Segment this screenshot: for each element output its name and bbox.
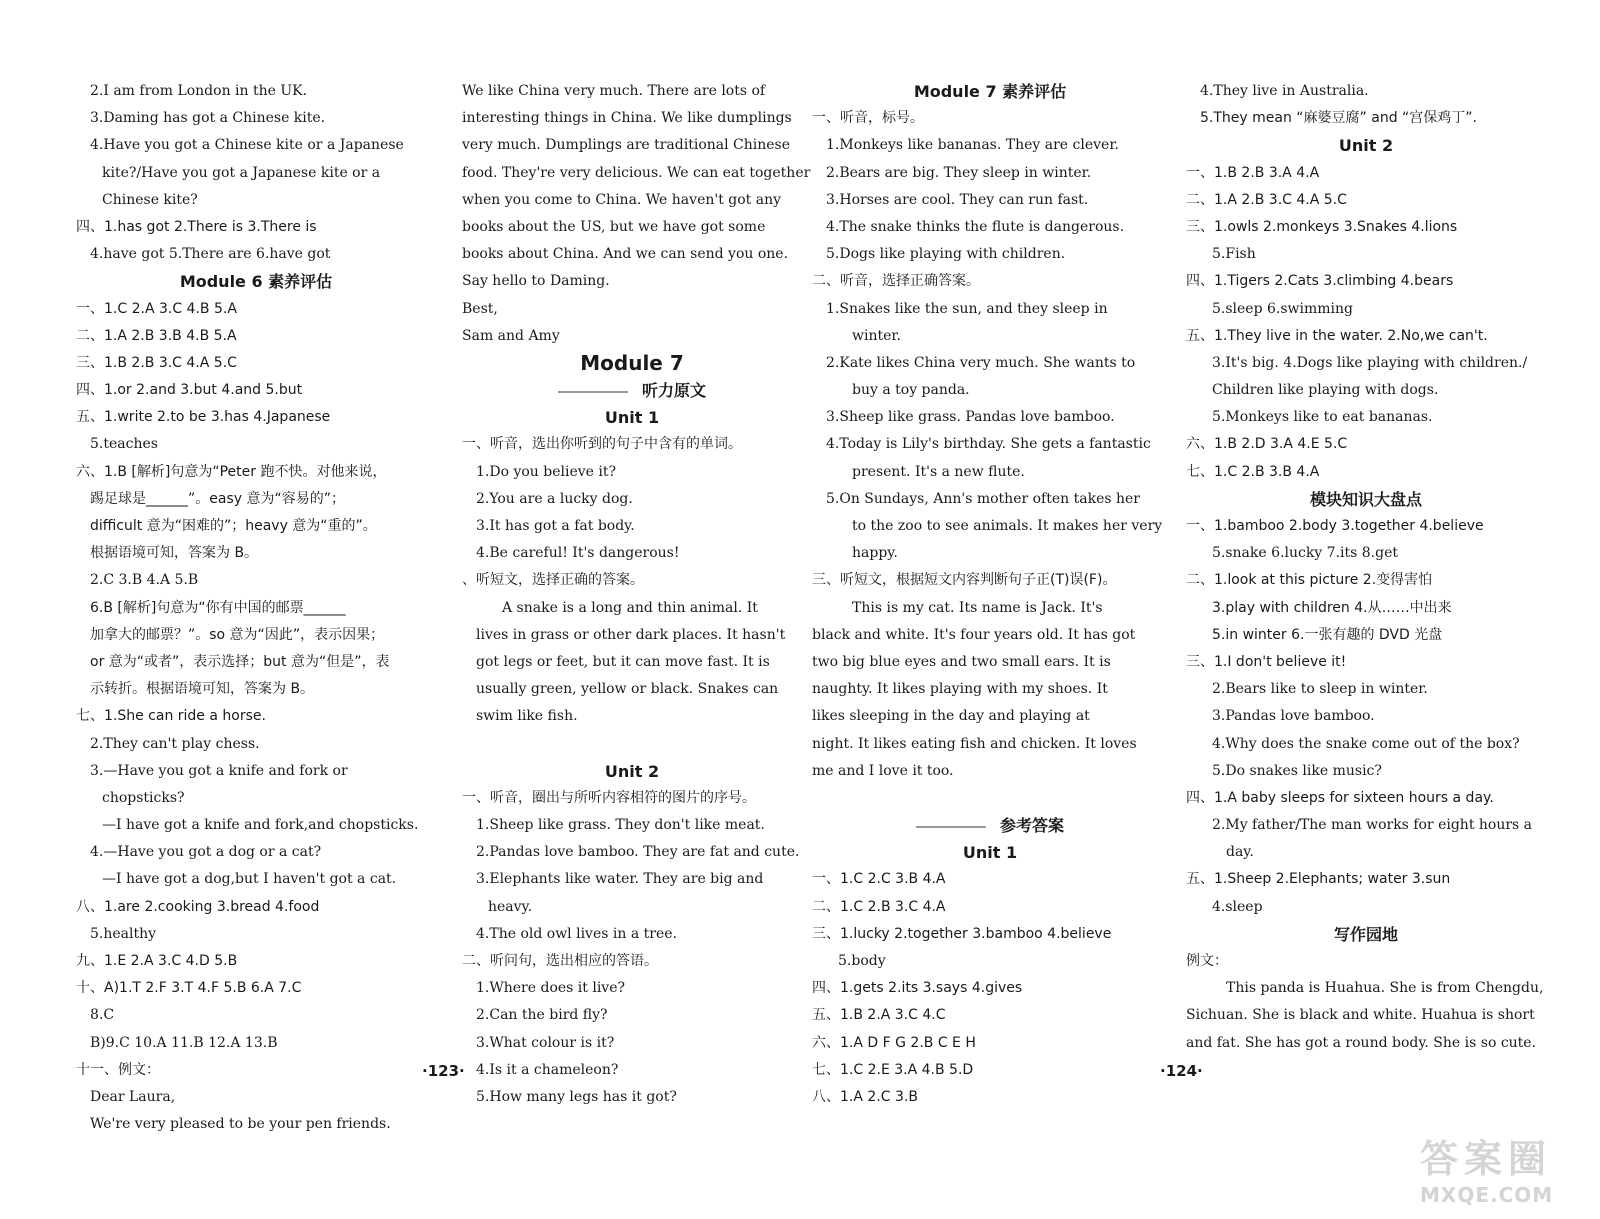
text-column-4 [1186,78,1546,1057]
text-line: 五、1.write 2.to be 3.has 4.Japanese [76,409,331,426]
section-heading: Unit 2 [1338,136,1394,156]
text-line: 2.My father/The man works for eight hours a [1212,817,1533,834]
text-line: usually green, yellow or black. Snakes can [476,681,779,698]
section-heading: Unit 1 [604,408,660,428]
text-line: 5.body [838,953,886,969]
text-line: swim like fish. [476,708,578,725]
section-heading: 写作园地 [1333,924,1398,944]
text-line: 3.Sheep like grass. Pandas love bamboo. [826,409,1115,426]
text-line: 四、1.Tigers 2.Cats 3.climbing 4.bears [1186,273,1454,290]
text-line: 四、1.or 2.and 3.but 4.and 5.but [76,382,303,399]
text-line: 七、1.She can ride a horse. [76,708,266,725]
text-line: 2.Bears like to sleep in winter. [1212,681,1428,698]
section-heading: Module 7 [580,350,684,375]
heading-rule [558,391,628,393]
text-line: winter. [852,327,901,344]
text-line: 五、1.They live in the water. 2.No,we can't. [1186,327,1488,344]
text-line: 5.Monkeys like to eat bananas. [1212,409,1433,426]
section-heading: Module 6 素养评估 [179,272,333,292]
text-line: 4.—Have you got a dog or a cat? [90,844,322,861]
text-line: black and white. It's four years old. It has got [812,626,1136,643]
text-line: —I have got a knife and fork,and chopsticks. [102,817,419,834]
text-line: 十、A)1.T 2.F 3.T 4.F 5.B 6.A 7.C [76,980,302,997]
text-line: 、听短文，选择正确的答案。 [462,572,644,589]
text-line: 二、听问句，选出相应的答语。 [462,953,658,969]
watermark-title: 答案圈 [1420,1137,1553,1181]
text-line: 一、1.C 2.C 3.B 4.A [812,871,946,888]
text-line: 5.in winter 6.一张有趣的 DVD 光盘 [1212,626,1443,643]
text-line: 3.It has got a fat body. [476,518,635,534]
text-line: 4.have got 5.There are 6.have got [90,246,331,263]
text-line: 4.Be careful! It's dangerous! [476,545,680,562]
text-line: two big blue eyes and two small ears. It is [812,653,1111,670]
text-line: 六、1.B 2.D 3.A 4.E 5.C [1186,436,1348,453]
text-line: 十一、例文： [76,1061,160,1078]
text-line: 3.—Have you got a knife and fork or [90,762,348,779]
text-line: happy. [852,545,898,562]
text-line: got legs or feet, but it can move fast. It is [476,653,770,670]
text-line: B)9.C 10.A 11.B 12.A 13.B [90,1034,278,1051]
text-column-2 [462,78,811,1111]
text-line: Chinese kite? [102,191,198,208]
text-column-3 [812,78,1168,1111]
text-line: 九、1.E 2.A 3.C 4.D 5.B [76,953,238,969]
text-line: This is my cat. Its name is Jack. It's [852,599,1103,616]
text-line: 3.Elephants like water. They are big and [476,871,764,888]
text-line: 4.They live in Australia. [1200,83,1369,99]
text-line: 三、1.I don't believe it! [1186,653,1347,670]
text-line: lives in grass or other dark places. It hasn't [476,626,786,643]
text-line: buy a toy panda. [852,382,970,399]
text-line: Say hello to Daming. [462,273,610,290]
text-line: 3.Daming has got a Chinese kite. [90,110,326,127]
text-line: 三、1.B 2.B 3.C 4.A 5.C [76,354,237,371]
text-line: This panda is Huahua. She is from Chengdu, [1226,980,1544,997]
text-line: kite?/Have you got a Japanese kite or a [102,164,381,181]
page-number-right: ·124· [1160,1062,1203,1080]
text-line: 6.B [解析]句意为“你有中国的邮票______ [90,599,346,616]
text-line: 四、1.has got 2.There is 3.There is [76,218,317,235]
text-line: We're very pleased to be your pen friends. [90,1116,391,1133]
text-line: 2.Bears are big. They sleep in winter. [826,164,1092,181]
text-line: difficult 意为“困难的”；heavy 意为“重的”。 [90,518,377,534]
section-heading: 模块知识大盘点 [1309,489,1422,509]
text-line: interesting things in China. We like dumplings [462,110,792,127]
text-line [462,731,802,758]
text-line: 1.Where does it live? [476,980,625,997]
text-line: 三、1.lucky 2.together 3.bamboo 4.believe [812,925,1112,942]
text-line: 5.sleep 6.swimming [1212,300,1354,317]
text-line: 2.Can the bird fly? [476,1007,608,1024]
text-line: 4.Have you got a Chinese kite or a Japanese [90,137,404,154]
text-line: night. It likes eating fish and chicken. It loves [812,735,1137,752]
text-line: We like China very much. There are lots of [462,83,766,99]
text-line: 示转折。根据语境可知，答案为 B。 [90,681,315,698]
text-line: 4.Today is Lily's birthday. She gets a fantastic [826,436,1151,453]
heading-rule [916,826,986,828]
text-line: 二、听音，选择正确答案。 [812,273,980,290]
text-line: 1.Sheep like grass. They don't like meat. [476,817,765,834]
text-line: 5.Dogs like playing with children. [826,246,1066,263]
section-heading: Module 7 素养评估 [913,82,1067,101]
text-line: 2.Kate likes China very much. She wants to [826,354,1136,371]
text-line: 六、1.B [解析]句意为“Peter 跑不快。对他来说， [76,463,387,480]
text-line: A snake is a long and thin animal. It [502,599,758,616]
text-line: 根据语境可知，答案为 B。 [90,545,259,562]
text-line: naughty. It likes playing with my shoes. It [812,681,1108,698]
text-line: 5.teaches [90,436,158,453]
heading-text: 听力原文 [641,381,706,401]
text-line: 七、1.C 2.B 3.B 4.A [1186,463,1320,480]
text-line: 2.You are a lucky dog. [476,490,633,507]
text-line: 5.Fish [1212,246,1256,263]
text-line: 1.Monkeys like bananas. They are clever. [826,137,1119,154]
text-line: 一、听音，选出你听到的句子中含有的单词。 [462,436,742,453]
watermark-site: MXQE.COM [1420,1183,1554,1207]
text-line: 五、1.B 2.A 3.C 4.C [812,1007,946,1024]
text-line: 5.Do snakes like music? [1212,762,1382,779]
text-line: present. It's a new flute. [852,463,1025,480]
text-line: Children like playing with dogs. [1212,382,1439,399]
text-line: 3.Pandas love bamboo. [1212,708,1375,725]
text-line: Sam and Amy [462,327,560,344]
text-line: 八、1.are 2.cooking 3.bread 4.food [76,898,320,915]
text-line: 1.Snakes like the sun, and they sleep in [826,300,1108,317]
text-line: heavy. [488,898,533,915]
text-line: books about the US, but we have got some [462,218,766,235]
text-line: very much. Dumplings are traditional Chinese [462,137,791,154]
text-line: 3.play with children 4.从……中出来 [1212,599,1452,616]
text-line: 5.They mean “麻婆豆腐” and “宫保鸡丁”. [1200,110,1477,127]
text-line: 三、听短文，根据短文内容判断句子正(T)误(F)。 [812,572,1117,589]
text-line: —I have got a dog,but I haven't got a cat. [102,871,397,888]
text-line: 4.sleep [1212,898,1263,915]
text-line: 4.Why does the snake come out of the box? [1212,735,1520,752]
text-line: 5.On Sundays, Ann's mother often takes her [826,490,1140,507]
text-line: 3.What colour is it? [476,1034,615,1051]
text-line: to the zoo to see animals. It makes her very [852,518,1163,534]
text-line: 8.C [90,1007,115,1024]
text-line: Dear Laura, [90,1088,176,1105]
text-line: 3.Horses are cool. They can run fast. [826,191,1089,208]
text-line: 二、1.A 2.B 3.C 4.A 5.C [1186,191,1347,208]
text-line: 5.snake 6.lucky 7.its 8.get [1212,545,1398,562]
text-line: and fat. She has got a round body. She is so cute. [1186,1034,1537,1051]
text-line: 4.Is it a chameleon? [476,1061,619,1078]
text-line: 二、1.A 2.B 3.B 4.B 5.A [76,327,237,344]
text-line: 三、1.owls 2.monkeys 3.Snakes 4.lions [1186,218,1458,235]
text-line: 一、1.B 2.B 3.A 4.A [1186,164,1320,181]
text-column-1 [76,78,436,1138]
text-line: 八、1.A 2.C 3.B [812,1088,918,1105]
text-line: 踢足球是______”。easy 意为“容易的”； [90,490,345,507]
section-heading [812,812,1168,839]
text-line: Best, [462,300,498,317]
text-line: me and I love it too. [812,762,954,779]
heading-text: 参考答案 [999,816,1064,836]
text-line: 2.C 3.B 4.A 5.B [90,572,199,589]
page-number-left: ·123· [422,1062,465,1080]
text-line: 加拿大的邮票？”。so 意为“因此”，表示因果； [90,626,385,643]
text-line: 二、1.C 2.B 3.C 4.A [812,898,946,915]
text-line: 一、1.bamboo 2.body 3.together 4.believe [1186,518,1484,534]
text-line: 4.The old owl lives in a tree. [476,925,677,942]
text-line: 5.How many legs has it got? [476,1088,677,1105]
text-line: likes sleeping in the day and playing at [812,708,1090,725]
text-line: 一、听音，标号。 [812,110,924,127]
text-line: 3.It's big. 4.Dogs like playing with children./ [1212,354,1528,371]
section-heading [462,377,802,404]
text-line: chopsticks? [102,789,185,806]
text-line: 1.Do you believe it? [476,463,617,480]
text-line: day. [1226,844,1254,861]
text-line: 2.They can't play chess. [90,735,260,752]
text-line: 4.The snake thinks the flute is dangerous. [826,218,1125,235]
text-line: 四、1.gets 2.its 3.says 4.gives [812,980,1023,997]
text-line: or 意为“或者”，表示选择；but 意为“但是”，表 [90,653,390,670]
text-line: 一、1.C 2.A 3.C 4.B 5.A [76,300,237,317]
text-line: food. They're very delicious. We can eat together [462,164,811,181]
text-line: 七、1.C 2.E 3.A 4.B 5.D [812,1061,974,1078]
text-line: 一、听音，圈出与所听内容相符的图片的序号。 [462,789,756,806]
text-line: 四、1.A baby sleeps for sixteen hours a day. [1186,789,1494,806]
text-line: 例文： [1186,953,1228,969]
text-line: 六、1.A D F G 2.B C E H [812,1034,976,1051]
text-line: 2.I am from London in the UK. [90,83,308,99]
text-line: when you come to China. We haven't got any [462,191,782,208]
text-line [812,785,1168,812]
text-line: Sichuan. She is black and white. Huahua is short [1186,1007,1535,1024]
section-heading: Unit 1 [962,843,1018,863]
section-heading: Unit 2 [604,761,660,781]
text-line: books about China. And we can send you one. [462,246,789,263]
text-line: 二、1.look at this picture 2.变得害怕 [1186,572,1433,589]
text-line: 2.Pandas love bamboo. They are fat and cute. [476,844,800,861]
text-line: 5.healthy [90,925,157,942]
text-line: 五、1.Sheep 2.Elephants; water 3.sun [1186,871,1451,888]
watermark-logo [1420,1128,1580,1208]
